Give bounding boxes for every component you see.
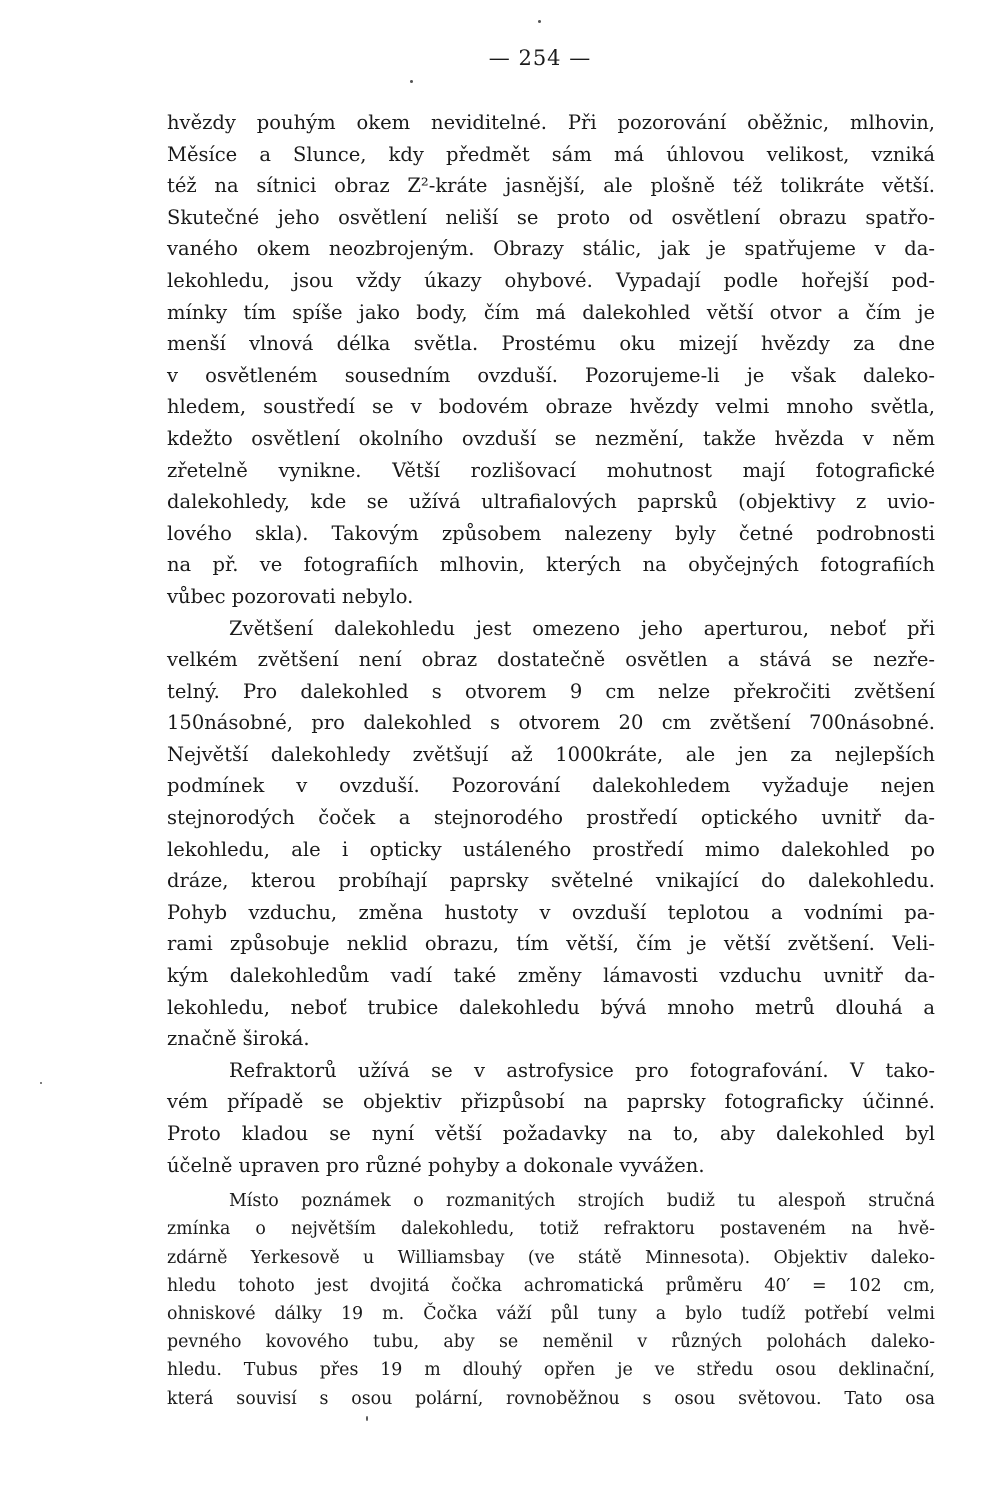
text-line: v osvětleném sousedním ovzduší. Pozorujeme-li je však daleko- — [167, 363, 935, 387]
text-line: účelně upraven pro různé pohyby a dokonale vyvážen. — [167, 1153, 705, 1177]
text-line: Proto kladou se nyní větší požadavky na to, aby dalekohled byl — [167, 1122, 935, 1145]
text-line: lového skla). Takovým způsobem nalezeny byly četné podrobnosti — [167, 521, 935, 545]
paragraph-2 — [167, 613, 935, 1055]
text-line: zřetelně vynikne. Větší rozlišovací mohutnost mají fotografické — [167, 458, 935, 482]
text-line: hledem, soustředí se v bodovém obraze hvězdy velmi mnoho světla, — [167, 395, 935, 419]
text-line: Skutečné jeho osvětlení neliší se proto od osvětlení obrazu spatřo- — [167, 205, 935, 229]
print-speck — [40, 1082, 42, 1084]
text-line: vém případě se objektiv přizpůsobí na paprsky fotograficky účinné. — [167, 1090, 935, 1114]
text-line: velkém zvětšení není obraz dostatečně osvětlen a stává se nezře- — [167, 648, 935, 672]
text-line: značně široká. — [167, 1027, 310, 1051]
text-line: mínky tím spíše jako body, čím má dalekohled větší otvor a čím je — [167, 300, 935, 324]
text-line: na př. ve fotografiích mlhovin, kterých na obyčejných fotografiích — [167, 553, 935, 577]
text-line: Měsíce a Slunce, kdy předmět sám má úhlovou velikost, vzniká — [167, 142, 935, 166]
text-line: menší vlnová délka světla. Prostému oku mizejí hvězdy za dne — [167, 332, 935, 356]
text-line: lekohledu, ale i opticky ustáleného prostředí mimo dalekohled po — [167, 837, 935, 861]
note-line: pevného kovového tubu, aby se neměnil v různých polohách daleko- — [167, 1332, 935, 1353]
text-line: podmínek v ovzduší. Pozorování dalekohledem vyžaduje nejen — [167, 774, 935, 798]
paragraph-1 — [167, 107, 935, 613]
text-line: Největší dalekohledy zvětšují až 1000kráte, ale jen za nejlepších — [167, 742, 935, 766]
text-line: kým dalekohledům vadí také změny lámavosti vzduchu uvnitř da- — [167, 964, 935, 988]
text-line: rami způsobuje neklid obrazu, tím větší, čím je větší zvětšení. Veli- — [167, 932, 935, 956]
note-line: Místo poznámek o rozmanitých strojích budiž tu alespoň stručná — [229, 1191, 935, 1212]
print-speck — [366, 1416, 368, 1421]
text-line: Refraktorů užívá se v astrofysice pro fotografování. V tako- — [229, 1058, 935, 1082]
text-line: Zvětšení dalekohledu jest omezeno jeho aperturou, neboť při — [229, 616, 935, 640]
text-line: stejnorodých čoček a stejnorodého prostředí optického uvnitř da- — [167, 806, 935, 830]
text-line: též na sítnici obraz Z²-kráte jasnější, ale plošně též tolikráte větší. — [167, 174, 935, 198]
text-line: vůbec pozorovati nebylo. — [167, 584, 414, 608]
text-line: dalekohledy, kde se užívá ultrafialových paprsků (objektivy z uvio- — [167, 490, 935, 514]
note-line: ohniskové dálky 19 m. Čočka váží půl tuny a bylo tudíž potřebí velmi — [167, 1303, 935, 1324]
note-line: hledu tohoto jest dvojitá čočka achromatická průměru 40′ = 102 cm, — [167, 1275, 935, 1296]
paragraph-3 — [167, 1055, 935, 1181]
text-line: Pohyb vzduchu, změna hustoty v ovzduší teplotou a vodními pa- — [167, 900, 935, 924]
note-line: zdárně Yerkesově u Williamsbay (ve státě Minnesota). Objektiv daleko- — [167, 1247, 935, 1268]
note-line: která souvisí s osou polární, rovnoběžnou s osou světovou. Tato osa — [167, 1388, 935, 1409]
text-line: hvězdy pouhým okem neviditelné. Při pozorování oběžnic, mlhovin, — [167, 111, 935, 134]
text-line: kdežto osvětlení okolního ovzduší se nezmění, takže hvězda v něm — [167, 426, 935, 450]
print-speck — [410, 80, 413, 83]
text-line: lekohledu, neboť trubice dalekohledu bývá mnoho metrů dlouhá a — [167, 995, 935, 1019]
text-line: vaného okem neozbrojeným. Obrazy stálic, jak je spatřujeme v da- — [167, 237, 935, 261]
text-line: dráze, kterou probíhají paprsky světelné vnikající do dalekohledu. — [167, 869, 935, 893]
note-line: zmínka o největším dalekohledu, totiž refraktoru postaveném na hvě- — [167, 1219, 935, 1240]
page-body — [167, 107, 935, 1413]
small-print-note — [167, 1187, 935, 1413]
print-speck — [538, 20, 541, 23]
text-line: lekohledu, jsou vždy úkazy ohybové. Vypadají podle hořejší pod- — [167, 268, 935, 292]
text-line: telný. Pro dalekohled s otvorem 9 cm nelze překročiti zvětšení — [167, 679, 935, 703]
note-line: hledu. Tubus přes 19 m dlouhý opřen je ve středu osou deklinační, — [167, 1360, 935, 1381]
page-number: — 254 — — [488, 46, 592, 70]
text-line: 150násobné, pro dalekohled s otvorem 20 cm zvětšení 700násobné. — [167, 711, 935, 735]
